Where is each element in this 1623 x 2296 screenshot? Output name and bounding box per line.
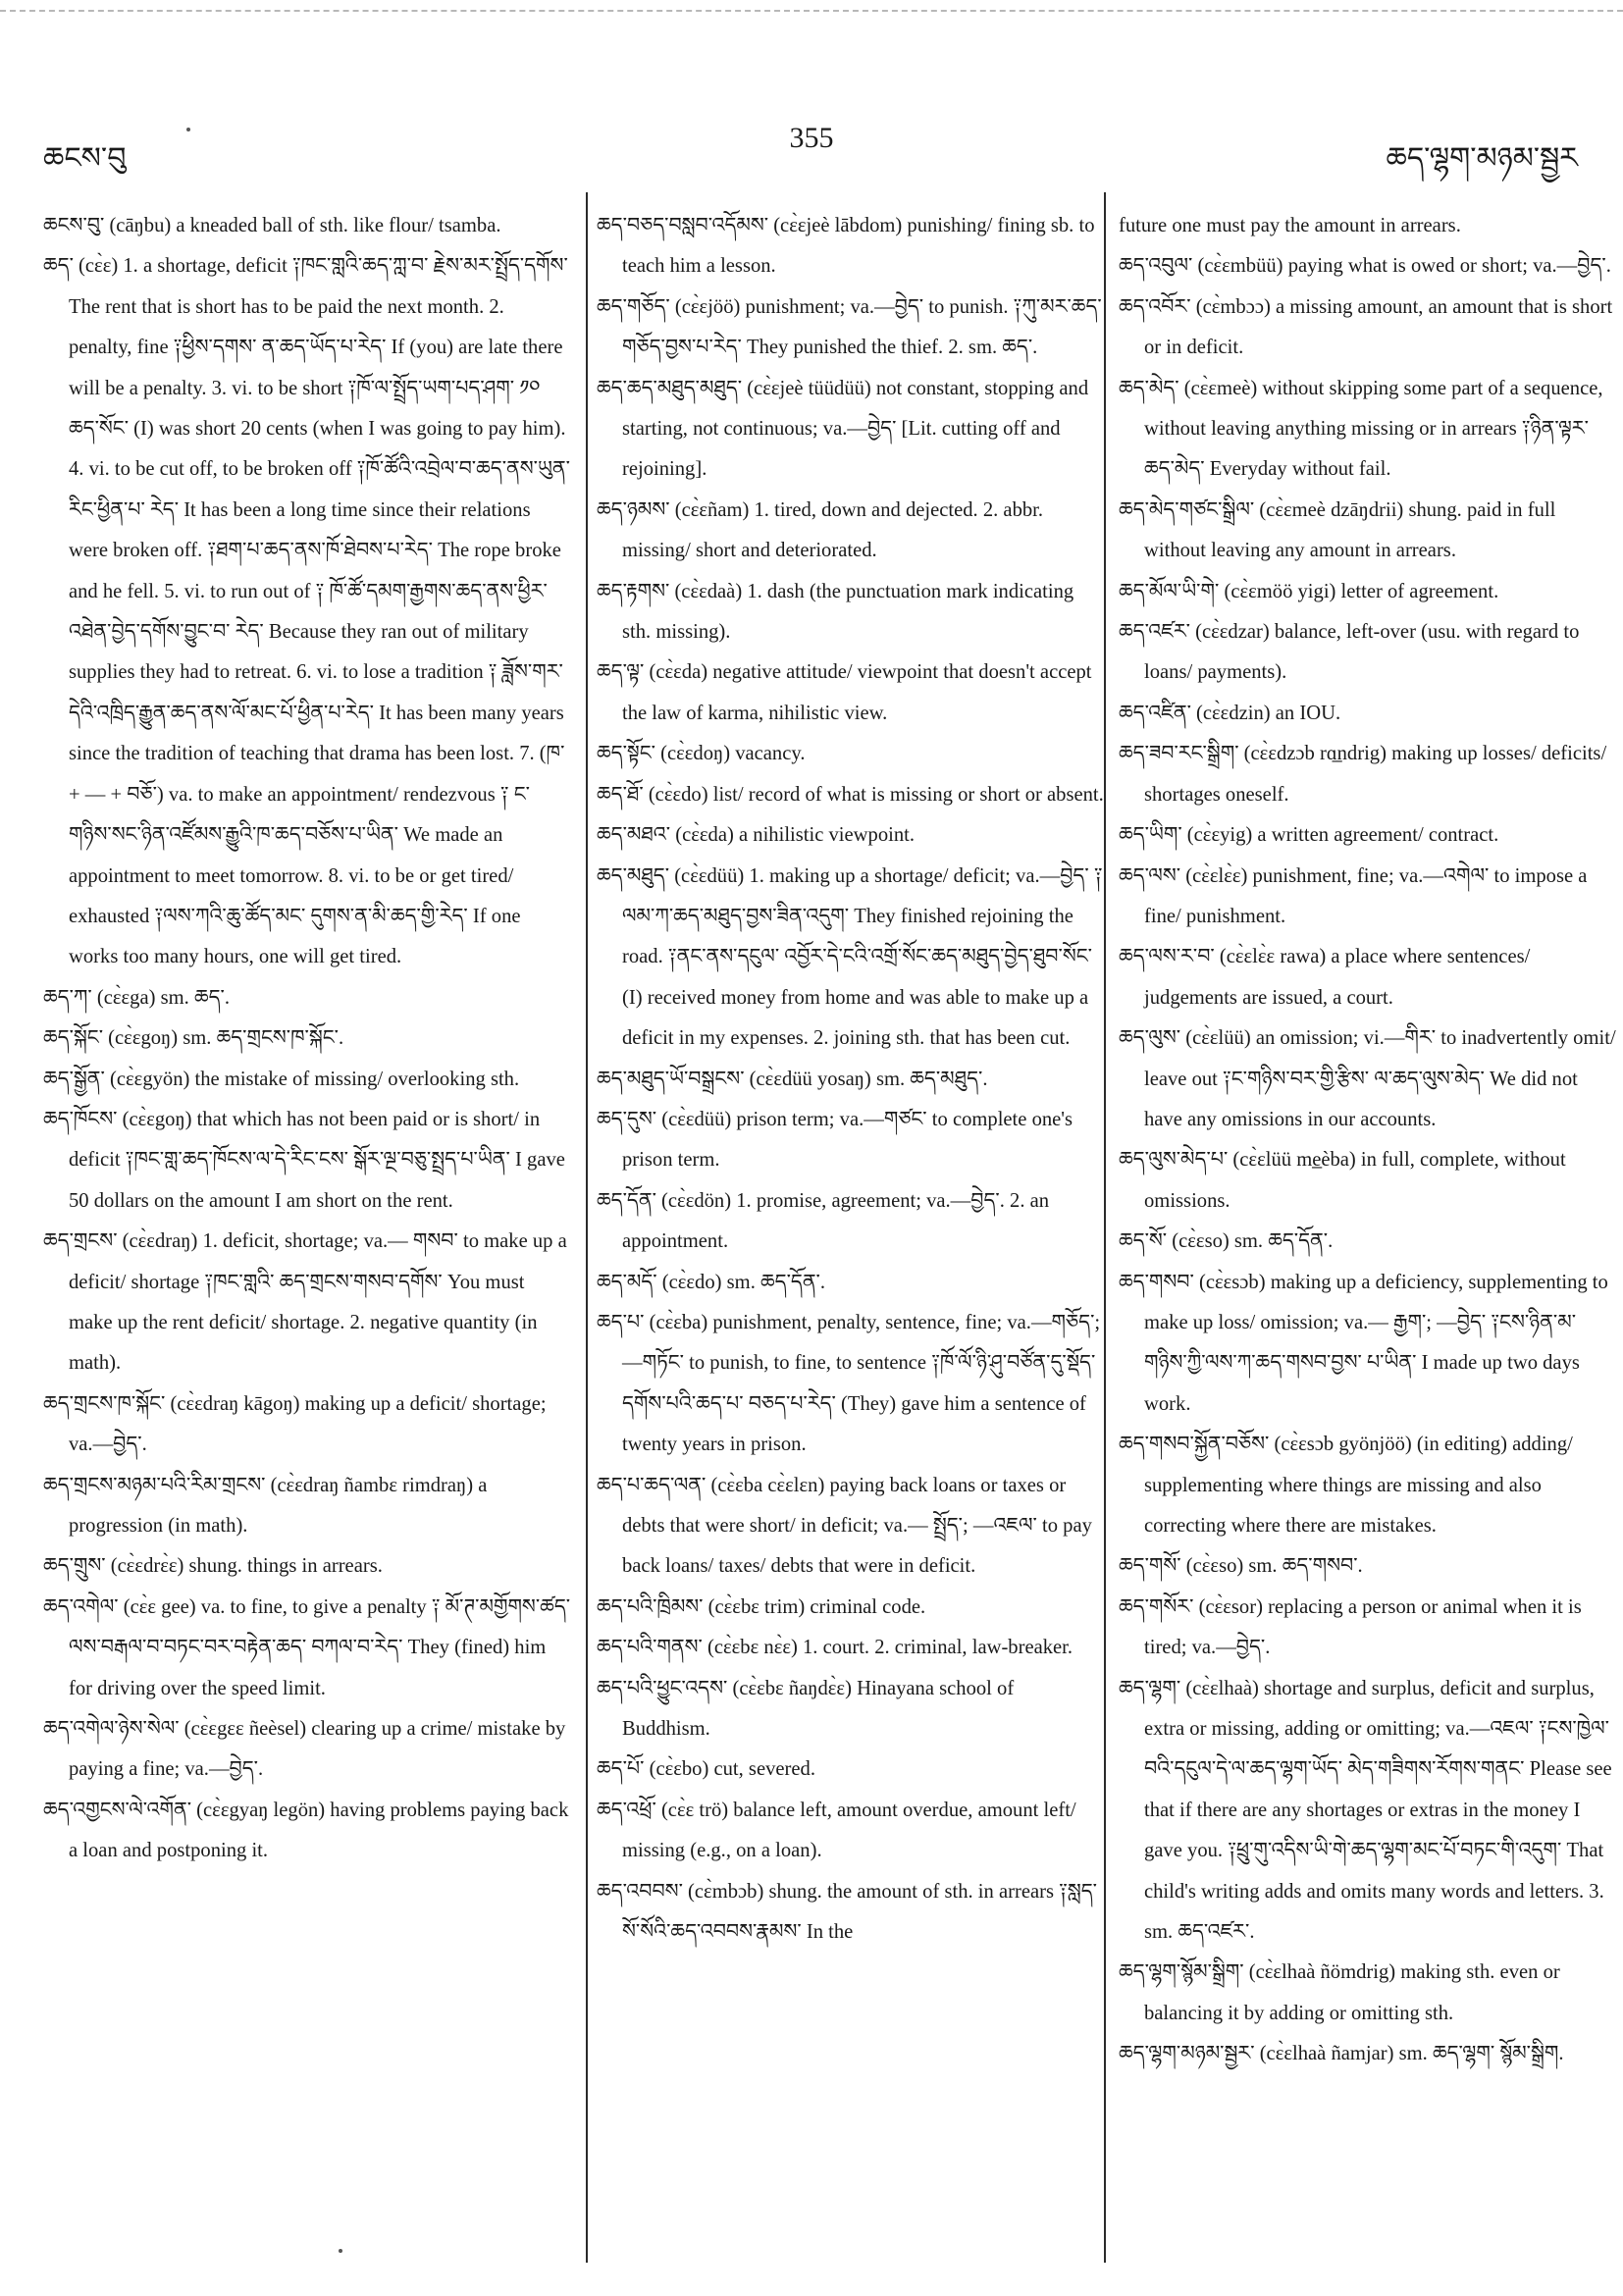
dictionary-entry: ཆད་གསོ་ (cɛ̀ɛso) sm. ཆད་གསབ་. — [1119, 1555, 1363, 1578]
dictionary-entry: ཆད་ཁོངས་ (cɛ̀ɛgoŋ) that which has not been paid or is short/ in deficit ༑ཁང་གླ་ཆད་ཁོངས་ལ་དེ་རིང་ངས་ སྒོར་ལྔ་བཅུ་སྤྲད་པ་ཡིན་ I gave 50 dollars on the amount I am short on the rent. — [43, 1108, 565, 1212]
dictionary-entry: future one must pay the amount in arrears. — [1119, 215, 1461, 236]
dictionary-entry: ཆད་པ་ (cɛ̀ɛba) punishment, penalty, sentence, fine; va.—གཅོད་; —གཏོང་ to punish, to fine, to sentence ༑ཁོ་ལོ་ཉི་ཤུ་བཙོན་དུ་སྡོད་དགོས་པའི་ཆད་པ་ བཅད་པ་རེད་ (They) gave him a sentence of twenty years in prison. — [597, 1311, 1101, 1456]
dictionary-entry: ཆད་འབོར་ (cɛ̀mbɔɔ) a missing amount, an amount that is short or in deficit. — [1119, 295, 1613, 359]
dictionary-entry: ཆད་པའི་ཁྲིམས་ (cɛ̀ɛbɛ trim) criminal code. — [597, 1595, 926, 1618]
dictionary-entry: ཆད་ཐོ་ (cɛ̀ɛdo) list/ record of what is missing or short or absent. — [597, 783, 1104, 806]
dictionary-entry: ཆད་མེད་གཙང་སྒྲིལ་ (cɛ̀ɛmeè dzāŋdrii) shung. paid in full without leaving any amount in arrears. — [1119, 498, 1556, 562]
scan-speck — [186, 128, 190, 131]
dictionary-entry: ཆད་མཐུད་ཡོ་བསྒྲངས་ (cɛ̀ɛdüü yosaŋ) sm. ཆད་མཐུད་. — [597, 1068, 988, 1090]
column-2 — [597, 206, 1105, 2257]
dictionary-entry: ཆད་ཆད་མཐུད་མཐུད་ (cɛ̀ɛjeè tüüdüü) not constant, stopping and starting, not continuous; va.—བྱེད་ [Lit. cutting off and rejoining]. — [597, 377, 1089, 481]
dictionary-entry: ཆད་འགེལ་ (cɛ̀ɛ gee) va. to fine, to give a penalty ༑ མོ་ཊ་མགྱོགས་ཚད་ལས་བརྒལ་བ་བཏང་བར་བརྟེན་ཆད་ བཀལ་བ་རེད་ They (fined) him for driving over the speed limit. — [43, 1595, 571, 1699]
dictionary-entry: ཆད་ཀ་ (cɛ̀ɛga) sm. ཆད་. — [43, 986, 231, 1009]
dictionary-entry: ཆད་མེད་ (cɛ̀ɛmeè) without skipping some part of a sequence, without leaving anything missing or in arrears ༑ཉིན་ལྟར་ཆད་མེད་ Everyday without fail. — [1119, 377, 1603, 481]
dictionary-entry: ཆད་ཟབ་རང་སྒྲིག་ (cɛ̀ɛdzɔb rɑ̲ndrig) making up losses/ deficits/ shortages oneself. — [1119, 743, 1607, 806]
dictionary-entry: ཆད་མདོ་ (cɛ̀ɛdo) sm. ཆད་དོན་. — [597, 1271, 826, 1293]
dictionary-entry: ཆད་དུས་ (cɛ̀ɛdüü) prison term; va.—གཙང་ to complete one's prison term. — [597, 1108, 1073, 1172]
dictionary-entry: ཆད་གསབ་ (cɛ̀ɛsɔb) making up a deficiency, supplementing to make up loss/ omission; va.— རྒྱག་; —བྱེད་ ༑ངས་ཉིན་མ་གཉིས་ཀྱི་ལས་ཀ་ཆད་གསབ་བྱས་ པ་ཡིན་ I made up two days work. — [1119, 1271, 1608, 1415]
dictionary-entry: ཆད་ (cɛ̀ɛ) 1. a shortage, deficit ༑ཁང་གླའི་ཆད་ཀླ་བ་ རྗེས་མར་སྤྲོད་དགོས་ The rent that is short has to be paid the next month. 2. penalty, fine ༑ཕྱིས་དགས་ ན་ཆད་ཡོད་པ་རེད་ If (you) are late there will be a penalty. 3. vi. to be short ༑ཁོ་ལ་སྤྲོད་ཡག་པད་ཤག་ ༡༠ ཆད་སོང་ (I) was short 20 cents (when I was going to pay him). 4. vi. to be cut off, to be broken off ༑ཁོ་ཚོའི་འབྲེལ་བ་ཆད་ནས་ཡུན་རིང་ཕྱིན་པ་ རེད་ It has been a long time since their relations were broken off. ༑ཐག་པ་ཆད་ནས་ཁོ་ཐེབས་པ་རེད་ The rope broke and he fell. 5. vi. to run out of ༑ ཁོ་ཚོ་དམག་རྒྱགས་ཆད་ནས་ཕྱིར་འཐེན་བྱེད་དགོས་བྱུང་བ་ རེད་ Because they ran out of military supplies they had to retreat. 6. vi. to lose a tradition ༑ ཟློས་གར་དེའི་འཁྲིད་རྒྱུན་ཆད་ནས་ལོ་མང་པོ་ཕྱིན་པ་རེད་ It has been many years since the tradition of teaching that drama has been lost. 7. (ཁ་+ — + བཅོ་) va. to make an appointment/ rendezvous ༑ ང་གཉིས་སང་ཉིན་འཛོམས་རྒྱུའི་ཁ་ཆད་བཅོས་པ་ཡིན་ We made an appointment to meet tomorrow. 8. vi. to be or get tired/ exhausted ༑ལས་ཀའི་ཆུ་ཚོད་མང་ དུགས་ན་མི་ཆད་གྱི་རེད་ If one works too many hours, one will get tired. — [43, 255, 570, 968]
column-divider — [586, 192, 588, 2263]
scan-top-edge — [0, 10, 1623, 12]
dictionary-entry: ཆད་མཐུད་ (cɛ̀ɛdüü) 1. making up a shortage/ deficit; va.—བྱེད་ ༑ལམ་ཀ་ཆད་མཐུད་བྱས་ཟིན་འདུག་ They finished rejoining the road. ༑ནང་ནས་དངུལ་ འབྱོར་དེ་ངའི་འགྲོ་སོང་ཆད་མཐུད་བྱེད་ཐུབ་སོང་ (I) received money from home and was able to make up a deficit in my expenses. 2. joining sth. that has been cut. — [597, 864, 1103, 1050]
dictionary-entry: ཆད་པ་ཆད་ལན་ (cɛ̀ɛba cɛ̀ɛlɛn) paying back loans or taxes or debts that were short/ in deficit; va.— སྤྲོད་; —འཇལ་ to pay back loans/ taxes/ debts that were in deficit. — [597, 1474, 1092, 1578]
dictionary-entry: ཆད་འཛིན་ (cɛ̀ɛdzin) an IOU. — [1119, 702, 1341, 724]
dictionary-entry: ཆད་གྲུས་ (cɛ̀ɛdrɛ̀ɛ) shung. things in arrears. — [43, 1555, 383, 1578]
dictionary-entry: ཆད་གྲངས་ཁ་སྐོང་ (cɛ̀ɛdraŋ kāgoŋ) making up a deficit/ shortage; va.—བྱེད་. — [43, 1392, 547, 1456]
dictionary-entry: ཆད་རྟགས་ (cɛ̀ɛdaà) 1. dash (the punctuation mark indicating sth. missing). — [597, 580, 1074, 644]
dictionary-entry: ཆད་ཉམས་ (cɛ̀ɛñam) 1. tired, down and dejected. 2. abbr. missing/ short and deteriorated. — [597, 498, 1044, 562]
dictionary-entry: ཆད་སྐོང་ (cɛ̀ɛgoŋ) sm. ཆད་གྲངས་ཁ་སྐོང་. — [43, 1027, 344, 1050]
dictionary-entry: ཆད་གསོར་ (cɛ̀ɛsor) replacing a person or animal when it is tired; va.—བྱེད་. — [1119, 1595, 1582, 1659]
dictionary-entry: ཆད་དོན་ (cɛ̀ɛdön) 1. promise, agreement; va.—བྱེད་. 2. an appointment. — [597, 1189, 1050, 1253]
dictionary-entry: ཆད་ལྟ་ (cɛ̀ɛda) negative attitude/ viewpoint that doesn't accept the law of karma, nihilistic view. — [597, 661, 1092, 724]
dictionary-entry: ཆད་གྲངས་ (cɛ̀ɛdraŋ) 1. deficit, shortage; va.— གསབ་ to make up a deficit/ shortage ༑ཁང་གླའི་ ཆད་གྲངས་གསབ་དགོས་ You must make up the rent deficit/ shortage. 2. negative quantity (in math). — [43, 1230, 567, 1375]
dictionary-entry: ཆད་འཕྲོ་ (cɛ̀ɛ trö) balance left, amount overdue, amount left/ missing (e.g., on a loan). — [597, 1799, 1076, 1862]
dictionary-entry: ཆད་ལྷག་ (cɛ̀ɛlhaà) shortage and surplus, deficit and surplus, extra or missing, adding or omitting; va.—འཇལ་ ༑ངས་ཁྱེལ་བའི་དངུལ་དེ་ལ་ཆད་ལྷག་ཡོད་ མེད་གཟིགས་རོགས་གནང་ Please see that if there are any shortages or extras in the money I gave you. ༑ཕྲུ་གུ་འདིས་ཡི་གེ་ཆད་ལྷག་མང་པོ་བཏང་གི་འདུག་ That child's writing adds and omits many words and letters. 3. sm. ཆད་འཛར་. — [1119, 1677, 1612, 1944]
dictionary-entry: ཆད་པའི་ཕྱུང་འདས་ (cɛ̀ɛbɛ ñaŋdɛ̀ɛ) Hinayana school of Buddhism. — [597, 1677, 1015, 1741]
dictionary-entry: ཆངས་བུ་ (cāŋbu) a kneaded ball of sth. like flour/ tsamba. — [43, 215, 501, 236]
dictionary-entry: ཆད་གྲངས་མཉམ་པའི་རིམ་གྲངས་ (cɛ̀ɛdraŋ ñambɛ rimdraŋ) a progression (in math). — [43, 1474, 488, 1537]
dictionary-entry: ཆད་སྒྱོན་ (cɛ̀ɛgyön) the mistake of missing/ overlooking sth. — [43, 1068, 520, 1090]
scan-speck — [339, 2249, 342, 2253]
dictionary-entry: ཆད་ལུས་ (cɛ̀ɛlüü) an omission; vi.—གིར་ to inadvertently omit/ leave out ༑ང་གཉིས་བར་གྱི་རྩིས་ ལ་ཆད་ལུས་མེད་ We did not have any omissions in our accounts. — [1119, 1027, 1616, 1130]
dictionary-entry: ཆད་འགེལ་ཉེས་སེལ་ (cɛ̀ɛgɛɛ ñeèsel) clearing up a crime/ mistake by paying a fine; va.—བྱེད་. — [43, 1718, 566, 1781]
dictionary-entry: ཆད་ལས་ (cɛ̀ɛlɛ̀ɛ) punishment, fine; va.—འགེལ་ to impose a fine/ punishment. — [1119, 864, 1588, 927]
column-1 — [43, 206, 571, 2257]
dictionary-entry: ཆད་སྟོང་ (cɛ̀ɛdoŋ) vacancy. — [597, 743, 806, 765]
dictionary-entry: ཆད་པའི་གནས་ (cɛ̀ɛbɛ nɛ̀ɛ) 1. court. 2. criminal, law-breaker. — [597, 1637, 1073, 1659]
dictionary-entry: ཆད་འཛར་ (cɛ̀ɛdzar) balance, left-over (usu. with regard to loans/ payments). — [1119, 621, 1580, 684]
dictionary-entry: ཆད་པོ་ (cɛ̀ɛbo) cut, severed. — [597, 1758, 815, 1781]
running-head-left: ཆངས་བུ — [43, 141, 127, 176]
dictionary-entry: ཆད་ལས་ར་བ་ (cɛ̀ɛlɛ̀ɛ rawa) a place where sentences/ judgements are issued, a court. — [1119, 946, 1531, 1009]
dictionary-entry: ཆད་ལྷག་སྙོམ་སྒྲིག་ (cɛ̀ɛlhaà ñömdrig) making sth. even or balancing it by adding or omitting sth. — [1119, 1961, 1560, 2024]
dictionary-entry: ཆད་མོལ་ཡི་གེ་ (cɛ̀ɛmöö yigi) letter of agreement. — [1119, 580, 1499, 602]
dictionary-entry: ཆད་ཡིག་ (cɛ̀ɛyig) a written agreement/ contract. — [1119, 824, 1499, 847]
column-3 — [1119, 206, 1617, 2257]
dictionary-entry: ཆད་བཅད་བསླབ་འདོམས་ (cɛ̀ɛjeè lābdom) punishing/ fining sb. to teach him a lesson. — [597, 215, 1095, 278]
page-number: 355 — [789, 122, 834, 154]
running-head-right: ཆད་ལྷག་མཉམ་སྦྱར — [1386, 141, 1578, 176]
dictionary-entry: ཆད་གསབ་སྐྱོན་བཅོས་ (cɛ̀ɛsɔb gyönjöö) (in editing) adding/ supplementing where things are missing and also correcting where there are mistakes. — [1119, 1434, 1573, 1537]
dictionary-entry: ཆད་འགྱངས་ལེ་འགོན་ (cɛ̀ɛgyaŋ legön) having problems paying back a loan and postponing it. — [43, 1799, 569, 1862]
dictionary-entry: ཆད་གཅོད་ (cɛ̀ɛjöö) punishment; va.—བྱེད་ to punish. ༑ཀུ་མར་ཆད་གཅོད་བྱས་པ་རེད་ They punished the thief. 2. sm. ཆད་. — [597, 295, 1102, 359]
dictionary-entry: ཆད་འབུལ་ (cɛ̀ɛmbüü) paying what is owed or short; va.—བྱེད་. — [1119, 255, 1611, 278]
dictionary-entry: ཆད་ལྷག་མཉམ་སྦྱར་ (cɛ̀ɛlhaà ñamjar) sm. ཆད་ལྷག་ སྙོམ་སྒྲིག. — [1119, 2043, 1564, 2065]
dictionary-entry: ཆད་སོ་ (cɛ̀ɛso) sm. ཆད་དོན་. — [1119, 1230, 1334, 1253]
dictionary-entry: ཆད་འབབས་ (cɛ̀mbɔb) shung. the amount of sth. in arrears ༑སླད་སོ་སོའི་ཆད་འབབས་རྣམས་ In the — [597, 1880, 1097, 1944]
dictionary-entry: ཆད་ལུས་མེད་པ་ (cɛ̀ɛlüü me̲èba) in full, complete, without omissions. — [1119, 1149, 1566, 1212]
dictionary-entry: ཆད་མཐའ་ (cɛ̀ɛda) a nihilistic viewpoint. — [597, 824, 916, 847]
